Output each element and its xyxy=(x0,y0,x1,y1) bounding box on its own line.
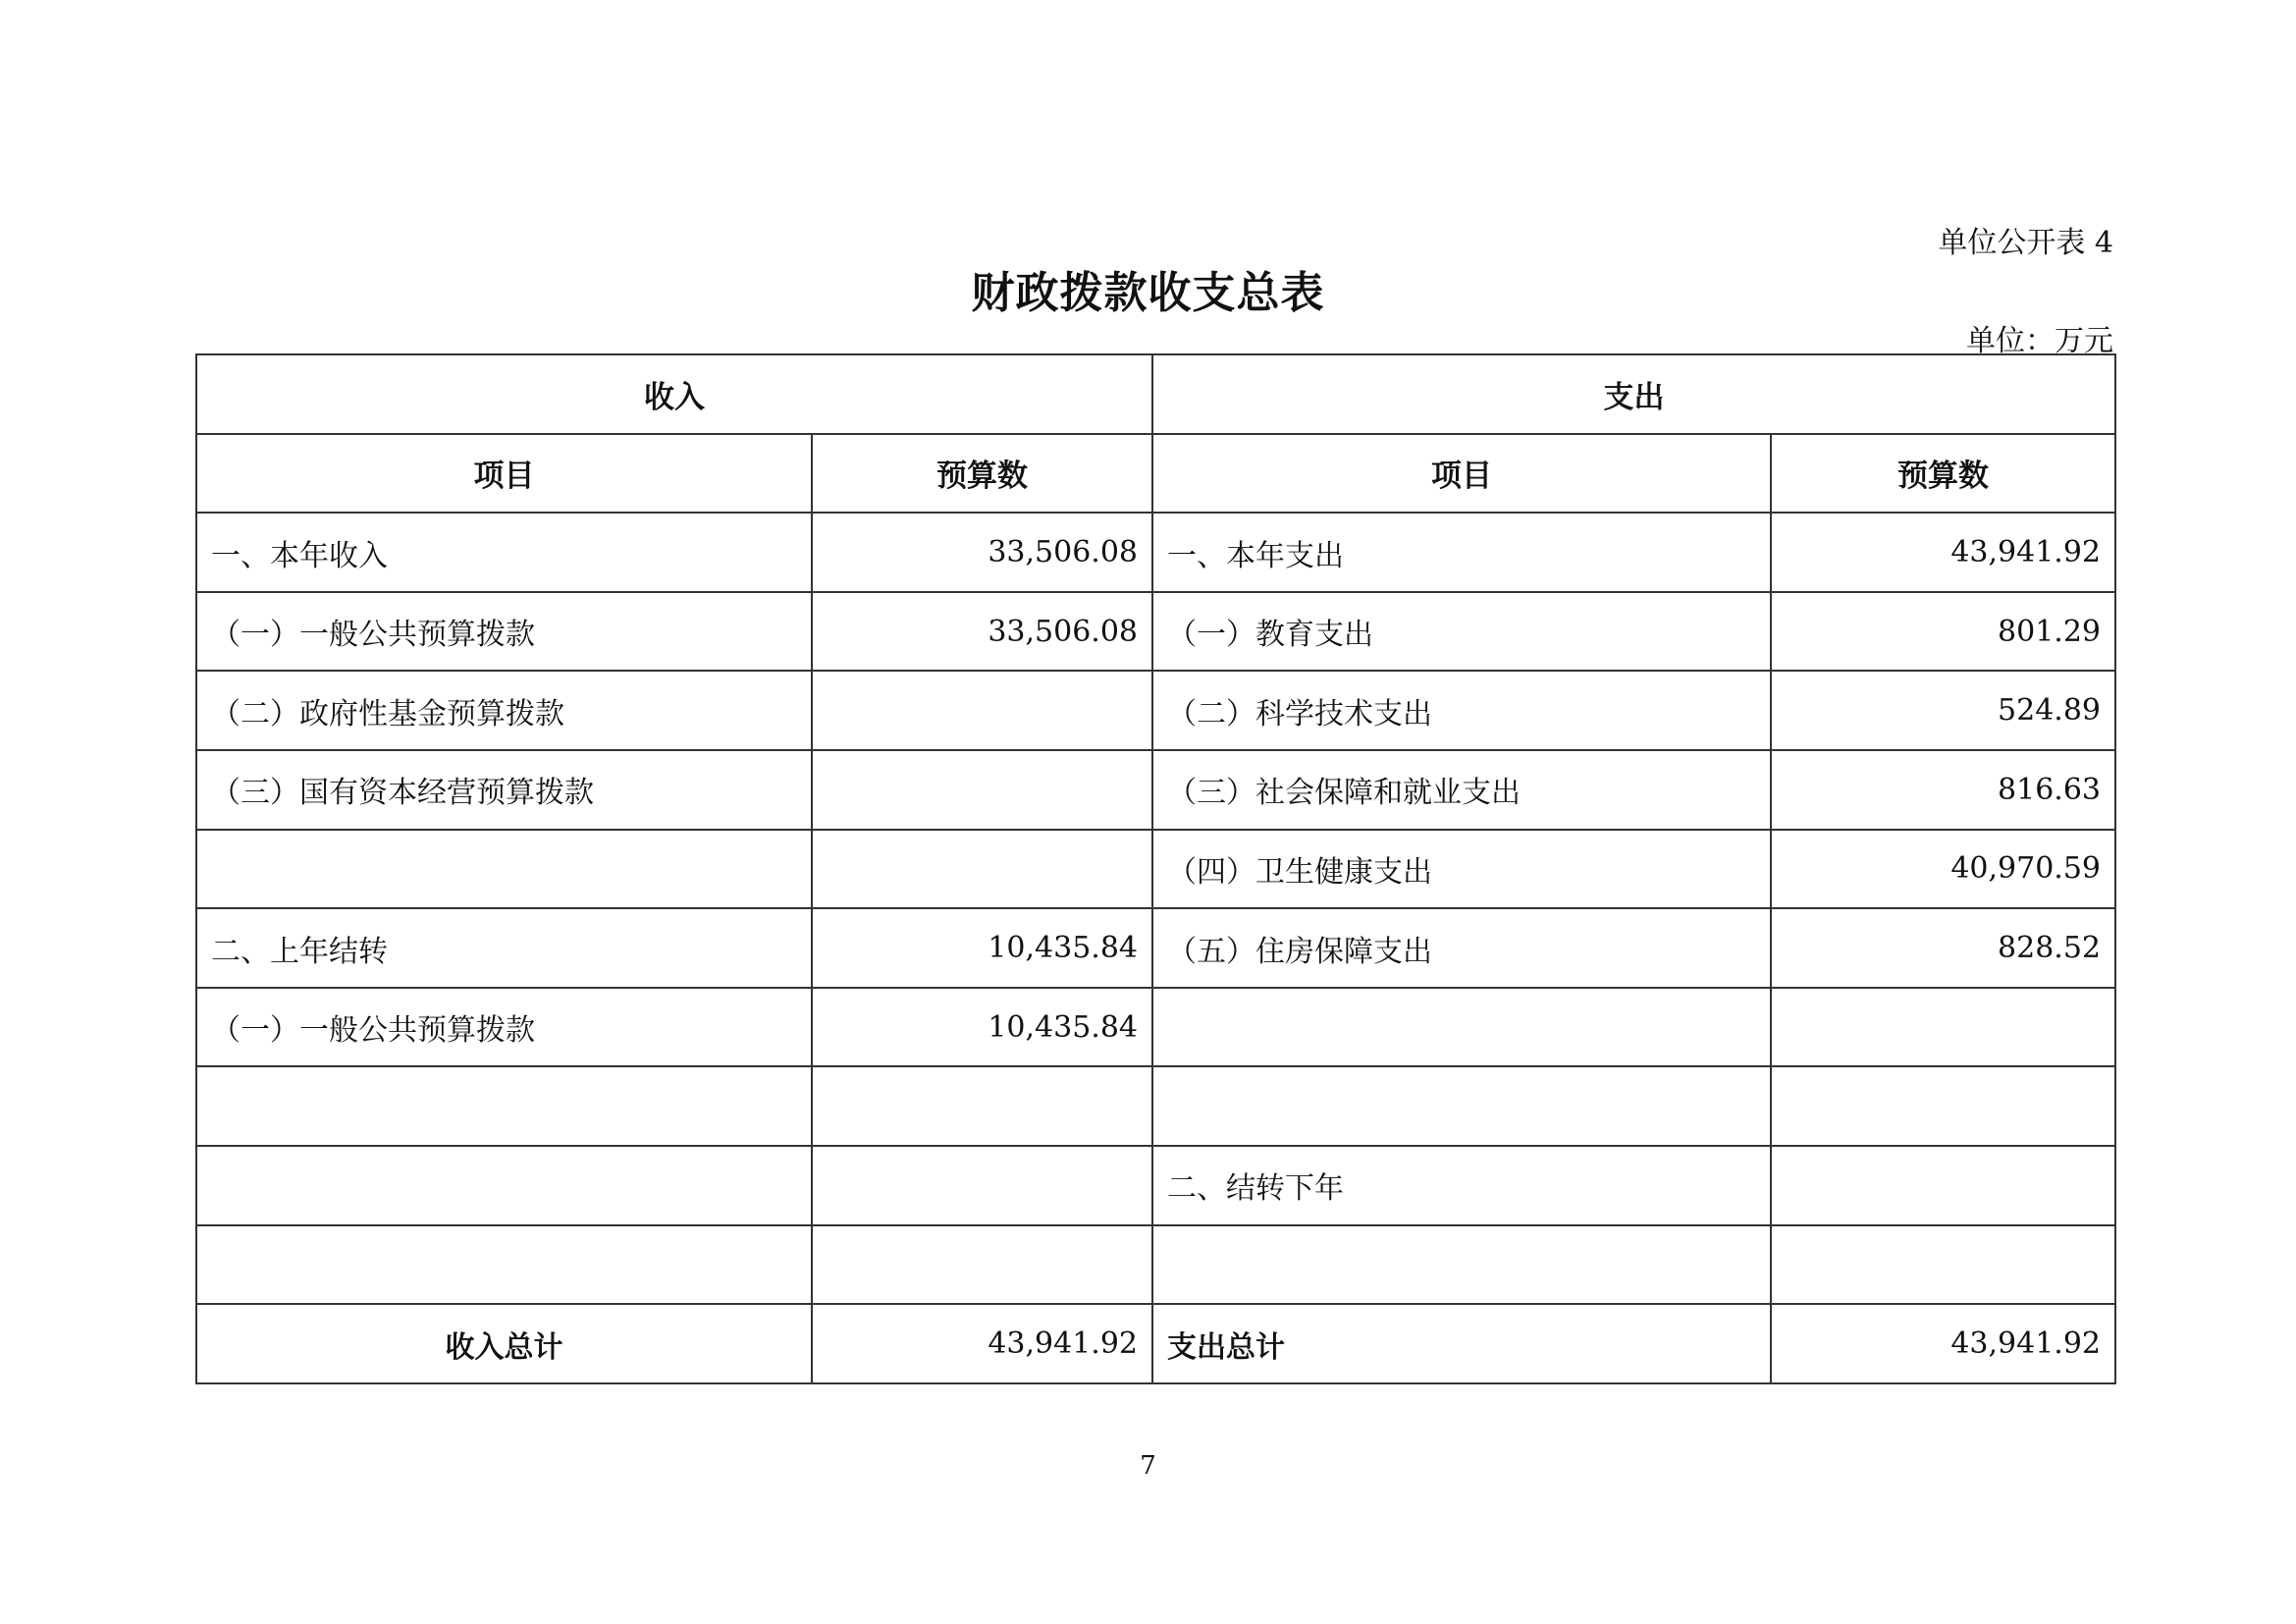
income-section-header: 收入 xyxy=(196,354,1152,434)
expense-value: 524.89 xyxy=(1771,671,2115,750)
income-value xyxy=(812,750,1152,830)
expense-item xyxy=(1152,1066,1771,1146)
income-value xyxy=(812,1225,1152,1305)
expense-item: 二、结转下年 xyxy=(1152,1146,1771,1225)
income-item: （二）政府性基金预算拨款 xyxy=(196,671,812,750)
income-total-label: 收入总计 xyxy=(196,1304,812,1383)
section-header-row xyxy=(196,354,2115,434)
budget-table xyxy=(195,353,2116,1384)
unit-label: 单位：万元 xyxy=(1966,324,2113,358)
table-row xyxy=(196,592,2115,672)
expense-value: 43,941.92 xyxy=(1771,513,2115,592)
expense-value xyxy=(1771,1066,2115,1146)
expense-value: 801.29 xyxy=(1771,592,2115,672)
income-budget-header: 预算数 xyxy=(812,434,1152,514)
income-item xyxy=(196,1146,812,1225)
income-value xyxy=(812,671,1152,750)
table-row xyxy=(196,830,2115,909)
income-item: （一）一般公共预算拨款 xyxy=(196,988,812,1067)
expense-value xyxy=(1771,988,2115,1067)
income-value xyxy=(812,1066,1152,1146)
table-row xyxy=(196,513,2115,592)
table-row xyxy=(196,1225,2115,1305)
income-item-header: 项目 xyxy=(196,434,812,514)
expense-item: （四）卫生健康支出 xyxy=(1152,830,1771,909)
income-value: 10,435.84 xyxy=(812,988,1152,1067)
income-item xyxy=(196,1066,812,1146)
income-item: （一）一般公共预算拨款 xyxy=(196,592,812,672)
expense-value: 828.52 xyxy=(1771,908,2115,988)
expense-item: 一、本年支出 xyxy=(1152,513,1771,592)
expense-item: （二）科学技术支出 xyxy=(1152,671,1771,750)
income-value: 33,506.08 xyxy=(812,592,1152,672)
expense-item-header: 项目 xyxy=(1152,434,1771,514)
expense-value xyxy=(1771,1225,2115,1305)
page-number: 7 xyxy=(1140,1451,1156,1481)
table-row xyxy=(196,750,2115,830)
expense-total-label: 支出总计 xyxy=(1152,1304,1771,1383)
income-item: （三）国有资本经营预算拨款 xyxy=(196,750,812,830)
income-item: 一、本年收入 xyxy=(196,513,812,592)
expense-item: （三）社会保障和就业支出 xyxy=(1152,750,1771,830)
totals-row xyxy=(196,1304,2115,1383)
expense-item xyxy=(1152,1225,1771,1305)
income-item xyxy=(196,1225,812,1305)
expense-value: 816.63 xyxy=(1771,750,2115,830)
expense-item xyxy=(1152,988,1771,1067)
table-code: 单位公开表 4 xyxy=(1938,226,2113,260)
expense-value xyxy=(1771,1146,2115,1225)
income-value: 10,435.84 xyxy=(812,908,1152,988)
income-item xyxy=(196,830,812,909)
table-row xyxy=(196,908,2115,988)
expense-item: （五）住房保障支出 xyxy=(1152,908,1771,988)
table-row xyxy=(196,1146,2115,1225)
income-total-value: 43,941.92 xyxy=(812,1304,1152,1383)
table-row xyxy=(196,988,2115,1067)
table-row xyxy=(196,1066,2115,1146)
income-value xyxy=(812,1146,1152,1225)
table-row xyxy=(196,671,2115,750)
income-item: 二、上年结转 xyxy=(196,908,812,988)
income-value: 33,506.08 xyxy=(812,513,1152,592)
income-value xyxy=(812,830,1152,909)
column-header-row xyxy=(196,434,2115,514)
expense-value: 40,970.59 xyxy=(1771,830,2115,909)
page-title: 财政拨款收支总表 xyxy=(971,268,1325,318)
expense-item: （一）教育支出 xyxy=(1152,592,1771,672)
expense-budget-header: 预算数 xyxy=(1771,434,2115,514)
expense-total-value: 43,941.92 xyxy=(1771,1304,2115,1383)
expense-section-header: 支出 xyxy=(1152,354,2115,434)
